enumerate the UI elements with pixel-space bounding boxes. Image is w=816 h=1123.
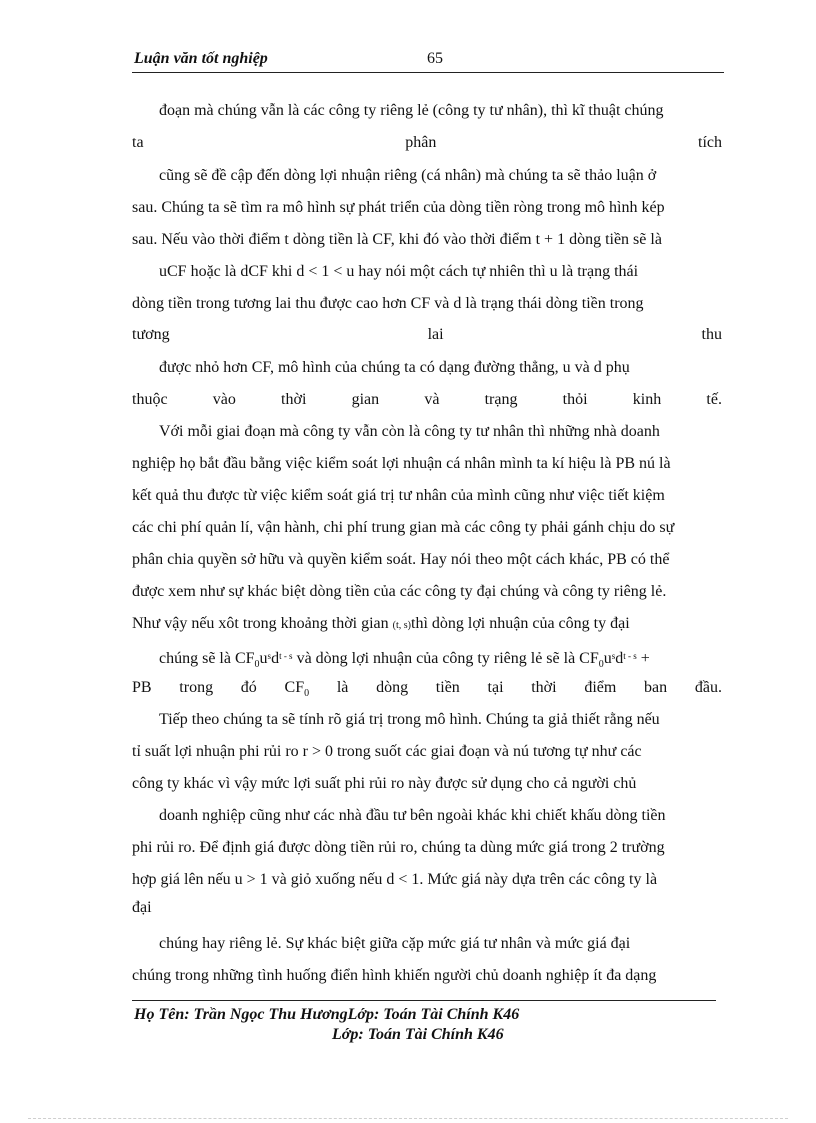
text-line-5: sau. Nếu vào thời điểm t dòng tiền là CF, khi đó vào thời điểm t + 1 dòng tiền sẽ là <box>132 231 662 248</box>
text-run: u <box>259 650 268 667</box>
word: $CF_0$ <box>284 679 310 700</box>
footer-author-line: Họ Tên: Trần Ngọc Thu HươngLớp: Toán Tài Chính K46 <box>134 1006 520 1023</box>
footer-rule <box>132 1000 716 1001</box>
text-line-10 <box>132 388 722 412</box>
text-line-22: công ty khác vì vậy mức lợi suất phi rủi ro này được sử dụng cho cả người chủ <box>132 775 637 792</box>
text-line-28: chúng trong những tình huống điển hình khiến người chủ doanh nghiệp ít đa dạng <box>132 967 657 984</box>
word: trong <box>179 679 214 696</box>
superscript: s <box>611 651 616 661</box>
word: ban <box>644 679 668 696</box>
word: tiền <box>435 679 460 696</box>
word: là <box>336 679 349 696</box>
page-number: 65 <box>427 50 443 67</box>
word: và <box>424 391 440 408</box>
text-run: u <box>603 650 612 667</box>
word: thu <box>701 326 722 343</box>
text-line-16: được xem như sự khác biệt dòng tiền của các công ty đại chúng và công ty riêng lẻ. <box>132 583 667 600</box>
word: kinh <box>632 391 662 408</box>
word: dòng <box>376 679 409 696</box>
text-run: d <box>615 650 624 667</box>
text-line-24: phi rủi ro. Để định giá được dòng tiền rủi ro, chúng ta dùng mức giá trong 2 trường <box>132 839 665 856</box>
text-run: Như vậy nếu xôt trong khoảng thời gian <box>132 615 389 632</box>
text-line-13: kết quả thu được từ việc kiểm soát giá trị tư nhân của mình cũng như việc tiết kiệm <box>132 487 665 504</box>
word: tế. <box>706 391 722 408</box>
text-line-27: chúng hay riêng lẻ. Sự khác biệt giữa cặp mức giá tư nhân và mức giá đại <box>159 935 631 952</box>
text-line-12: nghiệp họ bắt đầu bằng việc kiểm soát lợi nhuận cá nhân mình ta kí hiệu là PB nú là <box>132 455 671 472</box>
word: lai <box>427 326 444 343</box>
text-line-23: doanh nghiệp cũng như các nhà đầu tư bên ngoài khác khi chiết khấu dòng tiền <box>159 807 666 824</box>
text-line-2 <box>132 131 722 155</box>
text-run: d <box>271 650 280 667</box>
text-line-25: hợp giá lên nếu u > 1 và giỏ xuống nếu d < 1. Mức giá này dựa trên các công ty là <box>132 871 658 888</box>
word: ta <box>132 134 144 151</box>
header-title: Luận văn tốt nghiệp <box>134 50 268 67</box>
text-line-21: tỉ suất lợi nhuận phi rủi ro r > 0 trong suốt các giai đoạn và nú tương tự như các <box>132 743 642 760</box>
text-line-14: các chi phí quản lí, vận hành, chi phí trung gian mà các công ty phải gánh chịu do sự <box>132 519 675 536</box>
word: đầu. <box>694 679 722 696</box>
text-line-9: được nhỏ hơn CF, mô hình của chúng ta có dạng đường thẳng, u và d phụ <box>159 359 630 376</box>
word: thuộc <box>132 391 168 408</box>
text-line-8 <box>132 323 722 347</box>
header-rule <box>132 72 724 73</box>
text-line-17 <box>132 612 722 636</box>
text-line-6: uCF hoặc là dCF khi d < 1 < u hay nói một cách tự nhiên thì u là trạng thái <box>159 263 639 280</box>
word: thời <box>281 391 307 408</box>
word: vào <box>212 391 236 408</box>
text-line-11: Với mỗi giai đoạn mà công ty vẫn còn là công ty tư nhân thì những nhà doanh <box>159 423 660 440</box>
word: tương <box>132 326 170 343</box>
word: tích <box>698 134 722 151</box>
footer-class-line: Lớp: Toán Tài Chính K46 <box>332 1026 504 1043</box>
word: phân <box>405 134 437 151</box>
word: đó <box>240 679 257 696</box>
word: tại <box>487 679 504 696</box>
text-run: chúng sẽ là CF <box>159 650 255 667</box>
text-line-18 <box>159 644 722 671</box>
text-line-3: cũng sẽ đề cập đến dòng lợi nhuận riêng (cá nhân) mà chúng ta sẽ thảo luận ở <box>159 167 657 184</box>
superscript: t - s <box>279 651 293 661</box>
interval-notation: (t, s) <box>392 620 411 631</box>
text-line-19 <box>132 676 722 700</box>
subscript: 0 <box>598 659 604 671</box>
text-line-1: đoạn mà chúng vẫn là các công ty riêng lẻ (công ty tư nhân), thì kĩ thuật chúng <box>159 102 664 119</box>
superscript: s <box>267 651 272 661</box>
page-boundary <box>28 1118 788 1119</box>
text-line-15: phân chia quyền sở hữu và quyền kiểm soát. Hay nói theo một cách khác, PB có thể <box>132 551 670 568</box>
word: trạng <box>484 391 518 408</box>
word: điểm <box>584 679 617 696</box>
word: PB <box>132 679 152 696</box>
text-run: thì dòng lợi nhuận của công ty đại <box>411 615 630 632</box>
text-line-7: dòng tiền trong tương lai thu được cao hơn CF và d là trạng thái dòng tiền trong <box>132 295 644 312</box>
text-line-26: đại <box>132 899 152 916</box>
text-line-20: Tiếp theo chúng ta sẽ tính rõ giá trị trong mô hình. Chúng ta giả thiết rằng nếu <box>159 711 660 728</box>
text-run: + <box>636 650 650 667</box>
word: thỏi <box>562 391 588 408</box>
text-run: và dòng lợi nhuận của công ty riêng lẻ sẽ là CF <box>292 650 599 667</box>
subscript: 0 <box>254 659 260 671</box>
superscript: t - s <box>623 651 637 661</box>
text-line-4: sau. Chúng ta sẽ tìm ra mô hình sự phát triển của dòng tiền ròng trong mô hình kép <box>132 199 665 216</box>
word: thời <box>531 679 557 696</box>
word: gian <box>351 391 380 408</box>
